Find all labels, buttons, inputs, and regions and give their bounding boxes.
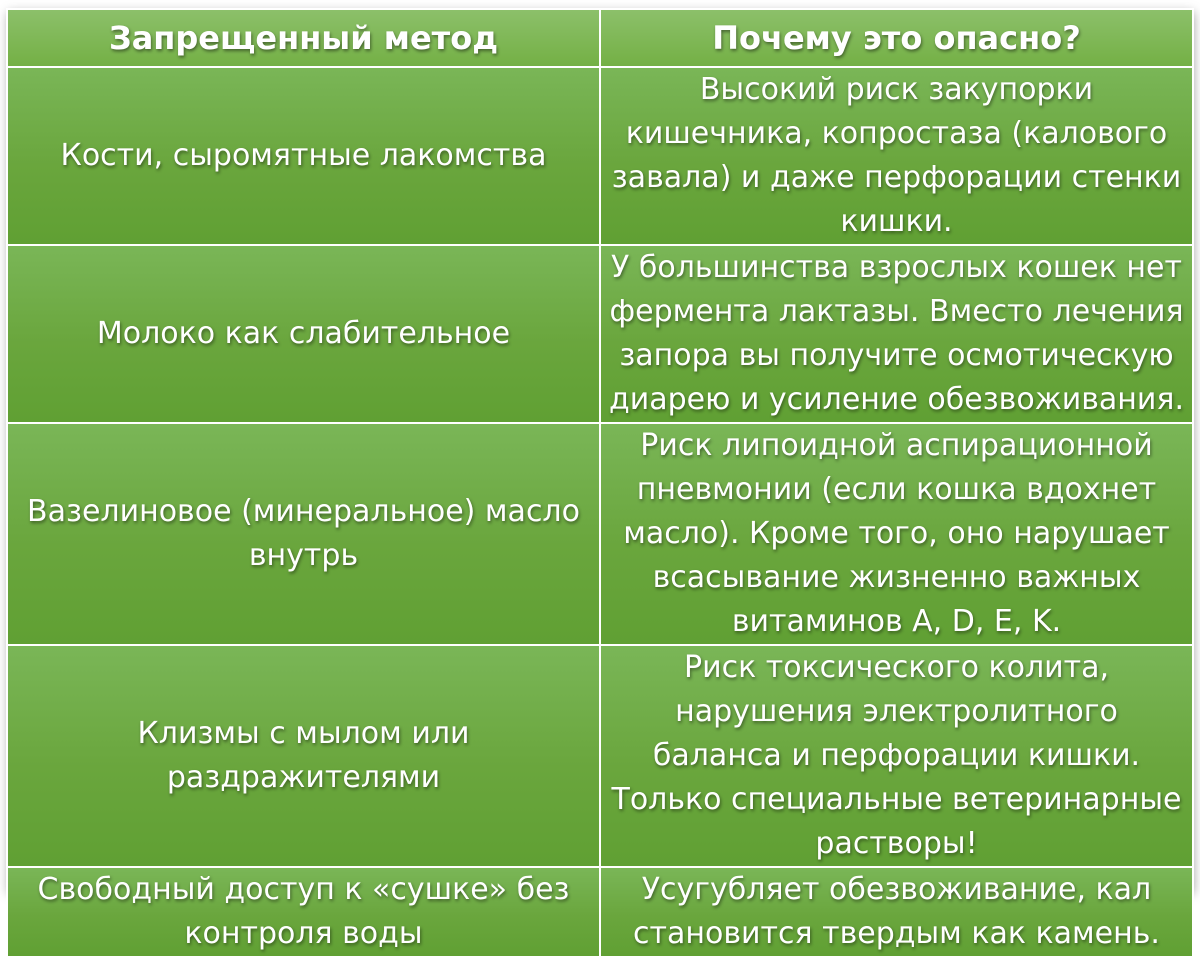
reason-cell: У большинства взрослых кошек нет фермента лактазы. Вместо лечения запора вы получите осмотическую диарею и усиление обезвоживания. [600,245,1193,423]
reason-cell: Высокий риск закупорки кишечника, копростаза (калового завала) и даже перфорации стенки кишки. [600,67,1193,245]
header-reason: Почему это опасно? [600,9,1193,67]
table-row [7,645,1193,867]
method-cell: Клизмы с мылом или раздражителями [7,645,600,867]
table-row [7,245,1193,423]
reason-cell: Риск токсического колита, нарушения электролитного баланса и перфорации кишки. Только специальные ветеринарные растворы! [600,645,1193,867]
table-header-row [7,9,1193,67]
header-method: Запрещенный метод [7,9,600,67]
method-cell: Вазелиновое (минеральное) масло внутрь [7,423,600,645]
table-row [7,67,1193,245]
table-row [7,423,1193,645]
reason-cell: Усугубляет обезвоживание, кал становится твердым как камень. [600,867,1193,957]
forbidden-methods-table [6,8,1194,958]
method-cell: Молоко как слабительное [7,245,600,423]
method-cell: Кости, сыромятные лакомства [7,67,600,245]
table-frame [6,8,1192,951]
reason-cell: Риск липоидной аспирационной пневмонии (если кошка вдохнет масло). Кроме того, оно нарушает всасывание жизненно важных витаминов А, D, E, K. [600,423,1193,645]
method-cell: Свободный доступ к «сушке» без контроля воды [7,867,600,957]
table-row [7,867,1193,957]
